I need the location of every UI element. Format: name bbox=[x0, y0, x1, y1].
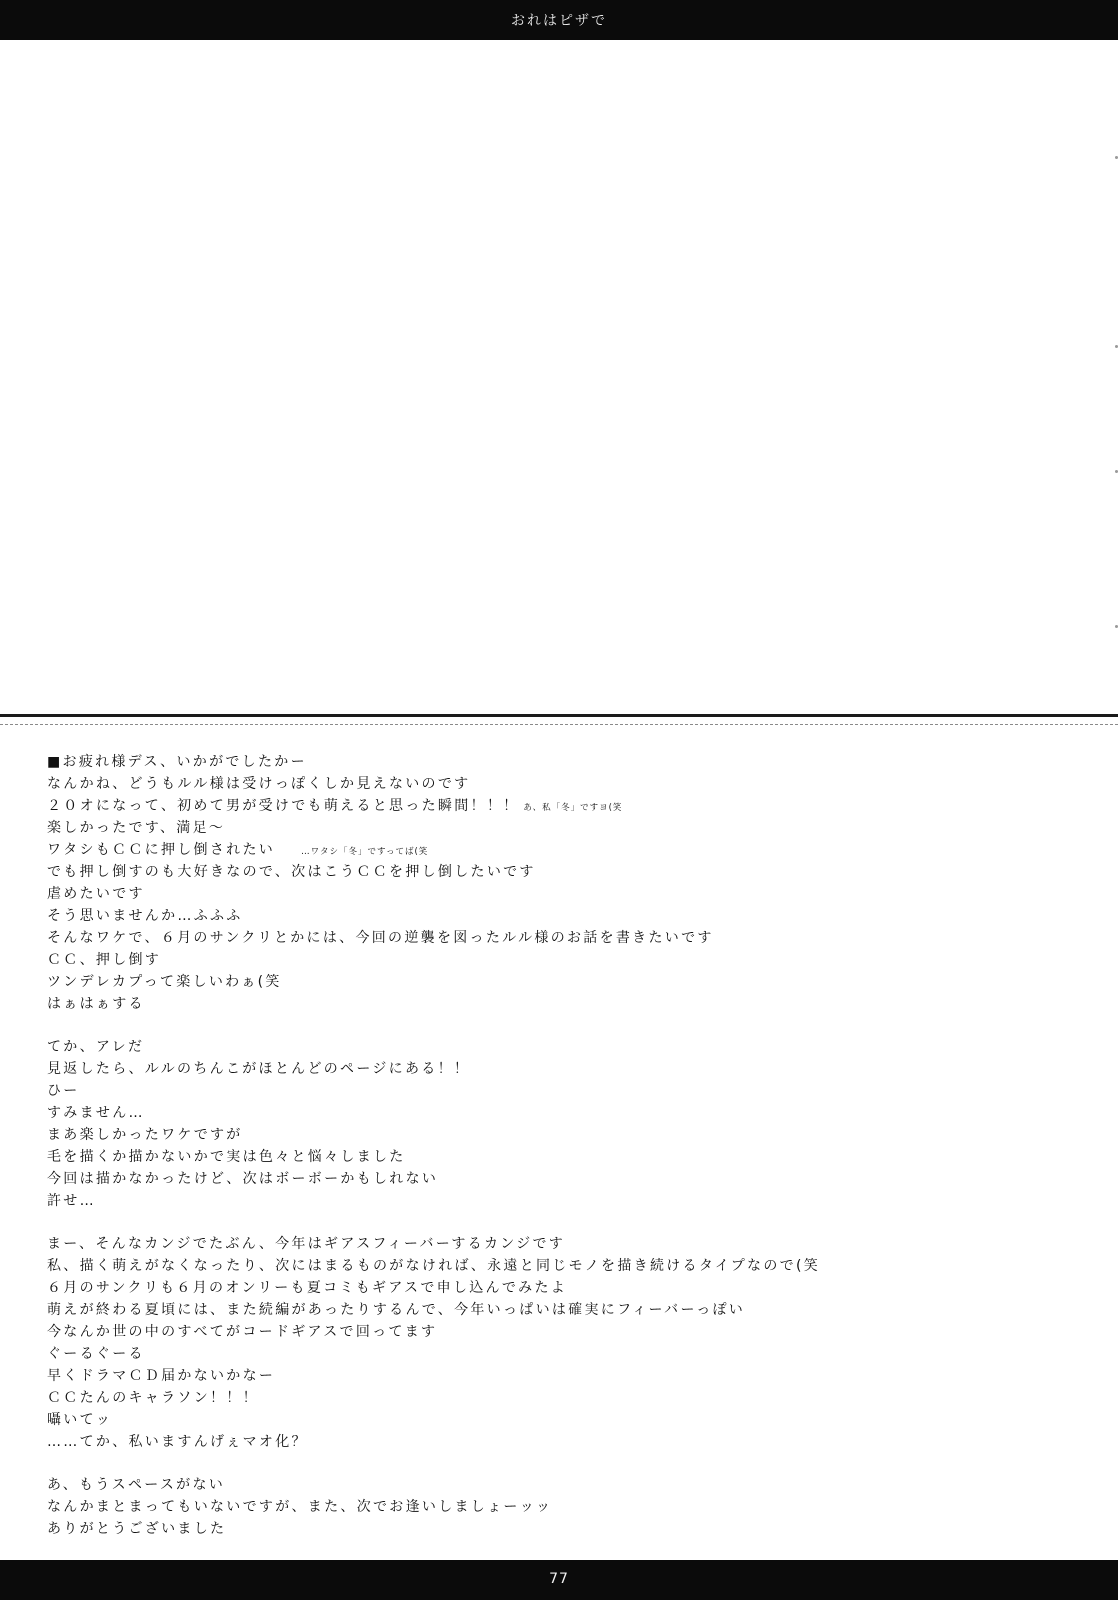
text-line: 見返したら、ルルのちんこがほとんどのページにある！！ bbox=[47, 1061, 471, 1077]
text-line: 私、描く萌えがなくなったり、次にはまるものがなければ、永遠と同じモノを描き続けるタイプなので(笑 bbox=[47, 1258, 821, 1274]
blank-line bbox=[47, 1212, 1087, 1233]
text-line: 楽しかったです、満足～ bbox=[47, 820, 226, 836]
text-line: ぐーるぐーる bbox=[47, 1346, 145, 1362]
text-line: 許せ… bbox=[47, 1193, 96, 1209]
section-divider bbox=[0, 714, 1118, 717]
text-line: てか、アレだ bbox=[47, 1039, 145, 1055]
text-line: なんかね、どうもルル様は受けっぽくしか見えないのです bbox=[47, 776, 471, 792]
blank-line bbox=[47, 1015, 1087, 1036]
dashed-divider bbox=[0, 724, 1118, 725]
text-line: あ、もうスペースがない bbox=[47, 1477, 226, 1493]
afterword-text bbox=[47, 751, 1087, 1540]
aside-note: あ、私「冬」ですヨ(笑 bbox=[523, 803, 623, 813]
text-line: 虐めたいです bbox=[47, 886, 145, 902]
text-line: ……てか、私いますんげぇマオ化？ bbox=[47, 1434, 308, 1450]
text-line: 毛を描くか描かないかで実は色々と悩々しました bbox=[47, 1149, 406, 1165]
blank-line bbox=[47, 1453, 1087, 1474]
text-line: ＣＣたんのキャラソン！！！ bbox=[47, 1390, 259, 1406]
text-line: ひー bbox=[47, 1083, 80, 1099]
text-line: ワタシもＣＣに押し倒されたい …ワタシ「冬」ですってば(笑 bbox=[47, 842, 429, 858]
text-line: ６月のサンクリも６月のオンリーも夏コミもギアスで申し込んでみたよ bbox=[47, 1280, 568, 1296]
text-line: そう思いませんか…ふふふ bbox=[47, 908, 243, 924]
header-title: おれはピザで bbox=[511, 13, 607, 29]
text-line: ありがとうございました bbox=[47, 1521, 227, 1537]
text-line: まあ楽しかったワケですが bbox=[47, 1127, 243, 1143]
bottom-footer-bar bbox=[0, 1560, 1118, 1600]
aside-note: …ワタシ「冬」ですってば(笑 bbox=[301, 847, 429, 857]
text-line: なんかまとまってもいないですが、また、次でお逢いしましょーッッ bbox=[47, 1499, 553, 1515]
text-line: すみません… bbox=[47, 1105, 145, 1121]
text-line: 今回は描かなかったけど、次はボーボーかもしれない bbox=[47, 1171, 439, 1187]
text-line: 今なんか世の中のすべてがコードギアスで回ってます bbox=[47, 1324, 438, 1340]
text-line: 囁いてッ bbox=[47, 1412, 113, 1428]
text-line: ■お疲れ様デス、いかがでしたかー bbox=[47, 754, 307, 770]
blank-page-area bbox=[0, 40, 1118, 714]
text-line: はぁはぁする bbox=[47, 996, 145, 1012]
text-line: 早くドラマＣＤ届かないかなー bbox=[47, 1368, 276, 1384]
text-line: 萌えが終わる夏頃には、また続編があったりするんで、今年いっぱいは確実にフィーバーっぽい bbox=[47, 1302, 746, 1318]
text-line: ＣＣ、押し倒す bbox=[47, 952, 162, 968]
text-line: まー、そんなカンジでたぶん、今年はギアスフィーバーするカンジです bbox=[47, 1236, 566, 1252]
page-number: 77 bbox=[549, 1571, 569, 1587]
text-line: そんなワケで、６月のサンクリとかには、今回の逆襲を図ったルル様のお話を書きたいです bbox=[47, 930, 714, 946]
text-line: でも押し倒すのも大好きなので、次はこうＣＣを押し倒したいです bbox=[47, 864, 536, 880]
text-line: ２０オになって、初めて男が受けでも萌えると思った瞬間！！！ あ、私「冬」ですヨ(笑 bbox=[47, 798, 623, 814]
text-line: ツンデレカプって楽しいわぁ(笑 bbox=[47, 974, 282, 990]
top-header-bar bbox=[0, 0, 1118, 40]
